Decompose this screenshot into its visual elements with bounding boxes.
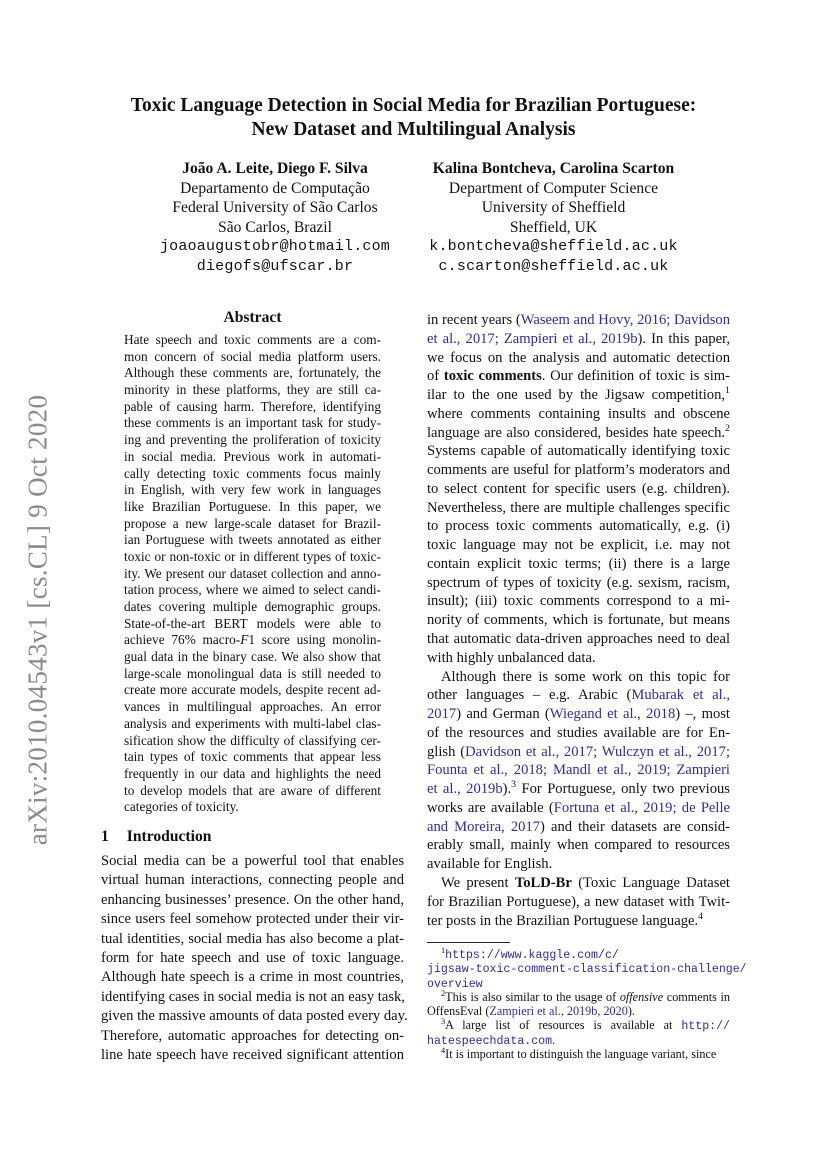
citation-link[interactable]: Wiegand et al., 2018: [549, 706, 676, 723]
footnote-rule: [427, 942, 510, 943]
text-line: [124, 432, 381, 449]
text-span: virtual human interactions, connecting people and: [101, 872, 404, 889]
footnote-marker[interactable]: 2: [725, 422, 730, 434]
italic-text: offensive: [619, 989, 664, 1004]
text-line: [427, 961, 747, 977]
bold-term: toxic comments: [443, 368, 542, 385]
author-block-1: [140, 159, 410, 277]
text-line: [427, 442, 730, 461]
text-span: Therefore, automatic approaches for detecting on-: [101, 1027, 404, 1044]
text-line: [427, 912, 730, 931]
text-span: propose a new large-scale dataset for Brazil-: [124, 515, 381, 531]
text-span: minority in these platforms, they are still ca-: [124, 382, 381, 398]
footnote-marker[interactable]: 1: [441, 945, 446, 955]
text-line: [101, 949, 404, 968]
footnote-marker[interactable]: 4: [698, 910, 704, 922]
text-span: nority of comments, which is fortunate, but means: [427, 612, 730, 629]
url-link[interactable]: http://: [681, 1020, 730, 1034]
text-line: [427, 990, 730, 1004]
text-span: ). In this paper,: [637, 330, 731, 347]
title-line: New Dataset and Multilingual Analysis: [251, 119, 576, 140]
text-span: categories of toxicity.: [124, 799, 239, 815]
text-line: [124, 449, 381, 466]
text-span: cally detecting toxic comments focus mainly: [124, 465, 381, 481]
author-block-2: [412, 159, 695, 277]
text-span: Hate speech and toxic comments are a com-: [124, 332, 381, 347]
affiliation: São Carlos, Brazil: [218, 218, 332, 236]
title-line: Toxic Language Detection in Social Media for Brazilian Portuguese:: [130, 95, 697, 116]
url-link[interactable]: https://www.kaggle.com/c/: [445, 949, 619, 962]
text-span: mon concern of social media platform users.: [124, 348, 381, 364]
text-line: [427, 630, 730, 649]
citation-link[interactable]: Fortuna et al., 2019; de Pelle: [553, 799, 730, 816]
footnote-marker[interactable]: 3: [511, 779, 517, 791]
text-span: of: [427, 368, 444, 385]
text-span: .: [552, 1032, 556, 1047]
section-number: 1: [101, 828, 109, 845]
text-span: comments are useful for platform’s moderators and: [427, 462, 730, 479]
text-span: A large list of resources is available at: [445, 1018, 682, 1033]
citation-link[interactable]: Davidson et al., 2017; Wulczyn et al., 2017;: [465, 743, 730, 760]
citation-link[interactable]: et al., 2017; Zampieri et al., 2019b: [427, 330, 638, 347]
text-span: since users feel somehow protected under their vir-: [101, 911, 404, 928]
text-span: works are available (: [427, 799, 554, 816]
text-span: dates covering multiple demographic groups.: [124, 599, 381, 614]
text-span: 1 score using monolin-: [248, 632, 381, 648]
text-span: in recent years (: [427, 312, 521, 328]
affiliation: University of Sheffield: [481, 199, 626, 217]
introduction-body: [101, 852, 408, 1065]
text-line: [427, 649, 730, 668]
text-span: available for English.: [427, 856, 553, 873]
text-span: glish (: [427, 743, 466, 760]
text-line: [124, 365, 381, 382]
citation-link[interactable]: Waseem and Hovy, 2016; Davidson: [520, 312, 730, 328]
text-line: [427, 705, 730, 724]
text-line: [427, 1033, 730, 1047]
text-line: [427, 330, 730, 349]
text-span: in English, with very few work in languages: [124, 482, 381, 498]
text-line: [124, 466, 381, 483]
text-line: [124, 649, 381, 666]
text-line: [427, 743, 730, 762]
text-span: gual data in the binary case. We also show that: [124, 649, 381, 665]
text-span: insult); (iii) toxic comments correspond to a mi-: [427, 593, 730, 610]
text-line: [124, 482, 381, 499]
text-line: [427, 1004, 730, 1018]
text-span: ilar to the one used by the Jigsaw competition,: [427, 387, 726, 404]
text-line: [427, 1018, 730, 1032]
text-span: form for hate speech and use of toxic language.: [101, 949, 404, 966]
text-line: [101, 1046, 404, 1065]
text-span: toxic language may not be explicit, i.e. may not: [427, 537, 730, 554]
text-line: [124, 716, 381, 733]
footnote-marker[interactable]: 1: [725, 385, 730, 397]
text-line: [124, 783, 381, 800]
text-span: enhancing businesses’ presence. On the other hand,: [101, 891, 404, 908]
text-line: [124, 666, 381, 683]
text-span: vances in multilingual approaches. An error: [124, 699, 381, 715]
text-line: [124, 566, 381, 583]
text-span: tain types of toxic comments that appear less: [124, 749, 381, 765]
text-line: [124, 632, 381, 649]
arxiv-stamp: arXiv:2010.04543v1 [cs.CL] 9 Oct 2020: [22, 394, 53, 846]
url-link[interactable]: overview: [427, 977, 483, 991]
text-span: Although these comments are, fortunately, the: [124, 365, 381, 381]
text-line: [427, 686, 730, 705]
text-line: [124, 382, 381, 399]
text-span: of the resources and studies available are for En-: [427, 724, 730, 741]
abstract-body: [124, 332, 381, 816]
text-span: analysis and experiments with multi-label clas-: [124, 715, 381, 731]
footnotes: [427, 945, 747, 1062]
author-email: k.bontcheva@sheffield.ac.uk: [429, 238, 678, 256]
text-line: [101, 1007, 408, 1026]
text-span: other languages – e.g. Arabic (: [427, 687, 632, 704]
text-line: [427, 592, 730, 611]
text-line: [427, 405, 730, 424]
text-span: where comments containing insults and obscene: [427, 405, 730, 422]
text-line: [124, 399, 381, 416]
text-line: [124, 599, 381, 616]
text-line: [427, 818, 730, 837]
citation-link[interactable]: Founta et al., 2018; Mandl et al., 2019; Zampieri: [427, 762, 730, 779]
text-line: [101, 891, 404, 910]
text-span: Nevertheless, there are multiple challenges specific: [427, 499, 730, 516]
text-span: Systems capable of automatically identifying toxic: [427, 443, 730, 460]
text-line: [427, 386, 730, 405]
text-span: (Toxic Language Dataset: [571, 874, 730, 891]
abstract-heading: Abstract: [223, 309, 282, 326]
text-span: sification show the difficulty of classifying cer-: [124, 732, 381, 748]
author-email: joaoaugustobr@hotmail.com: [159, 238, 391, 256]
text-line: [427, 724, 730, 743]
text-span: achieve 76% macro-: [124, 632, 241, 648]
text-span: toxic or non-toxic or in different types of toxic-: [124, 548, 381, 564]
text-line: [427, 349, 730, 368]
text-line: [427, 424, 730, 443]
text-line: [427, 668, 730, 687]
text-line: [101, 910, 404, 929]
text-line: [124, 699, 381, 716]
author-names: João A. Leite, Diego F. Silva: [182, 160, 368, 177]
text-span: in social media. Previous work in automati-: [124, 448, 381, 464]
affiliation: Department of Computer Science: [448, 179, 659, 197]
text-line: [427, 517, 730, 536]
text-span: contain explicit toxic terms; (ii) there is a large: [427, 555, 730, 572]
text-span: like Brazilian Portuguese. In this paper, we: [124, 498, 381, 514]
url-link[interactable]: jigsaw-toxic-comment-classification-challenge/: [427, 963, 747, 977]
text-span: to select content for specific users (e.g. children).: [427, 480, 730, 497]
text-line: [101, 852, 404, 871]
text-span: ) and German (: [456, 706, 550, 723]
text-line: [101, 968, 404, 987]
text-span: ) –, most: [675, 706, 730, 723]
text-span: large-scale monolingual data is still needed to: [124, 665, 381, 681]
text-span: to process toxic comments automatically, e.g. (i): [427, 518, 730, 535]
text-line: [101, 930, 404, 949]
text-span: State-of-the-art BERT models were able to: [124, 615, 381, 631]
footnote-marker[interactable]: 3: [441, 1017, 446, 1027]
text-span: ing and preventing the proliferation of toxicity: [124, 432, 381, 448]
text-span: for Brazilian Portuguese), a new dataset with Twit-: [427, 893, 730, 910]
affiliation: Sheffield, UK: [509, 218, 598, 236]
author-email: diegofs@ufscar.br: [196, 257, 354, 275]
text-span: language are also considered, besides hate speech.: [427, 424, 726, 441]
text-line: [124, 532, 381, 549]
text-line: [427, 1047, 730, 1061]
text-line: [427, 461, 730, 480]
text-span: these comments is an important task for study-: [124, 415, 381, 431]
text-line: [124, 349, 381, 366]
text-line: [427, 874, 730, 893]
text-line: [124, 682, 381, 699]
text-span: line hate speech have received significant attention: [101, 1046, 404, 1063]
text-line: [427, 947, 730, 961]
section-heading-introduction: [101, 828, 211, 846]
author-names: Kalina Bontcheva, Carolina Scarton: [432, 160, 675, 177]
text-line: [124, 733, 381, 750]
text-span: ter posts in the Brazilian Portuguese language.: [427, 912, 699, 929]
text-span: Although there is some work on this topic for: [441, 668, 730, 685]
text-span: For Portuguese, only two previous: [516, 781, 730, 798]
citation-link[interactable]: et al., 2019b: [427, 781, 503, 798]
text-line: [124, 616, 381, 633]
text-line: [427, 480, 730, 499]
text-span: that automatic data-driven approaches need to deal: [427, 631, 730, 648]
text-span: ) and their datasets are consid-: [540, 818, 731, 835]
text-span: ity. We present our dataset collection and anno-: [124, 565, 381, 581]
paper-title: [0, 94, 827, 142]
text-span: identifying cases in social media is not an easy task,: [101, 988, 405, 1005]
citation-link[interactable]: Zampieri et al., 2019b, 2020: [489, 1004, 628, 1019]
text-span: to develop models that are aware of different: [124, 782, 381, 798]
text-span: It is important to distinguish the language variant, since: [445, 1047, 717, 1062]
text-line: [427, 761, 730, 780]
text-line: [427, 836, 730, 855]
citation-link[interactable]: 2017: [427, 706, 457, 723]
text-line: [427, 574, 730, 593]
text-line: [427, 976, 730, 990]
italic-text: F: [240, 632, 249, 648]
text-span: spectrum of types of toxicity (e.g. sexism, racism,: [427, 574, 730, 591]
text-span: tation process, where we aimed to select candi-: [124, 582, 381, 598]
text-span: OffensEval (: [427, 1004, 490, 1019]
text-span: tual identities, social media has also become a plat-: [101, 930, 404, 947]
text-span: Social media can be a powerful tool that enables: [101, 853, 404, 869]
text-span: ).: [627, 1004, 635, 1019]
text-line: [124, 749, 381, 766]
bold-term: ToLD-Br: [514, 874, 572, 891]
text-span: with highly unbalanced data.: [427, 649, 596, 666]
footnote-marker[interactable]: 2: [441, 988, 446, 998]
text-span: . Our definition of toxic is sim-: [541, 368, 731, 385]
author-email: c.scarton@sheffield.ac.uk: [438, 257, 669, 275]
text-line: [101, 1027, 404, 1046]
text-span: Although hate speech is a crime in most countries,: [101, 969, 404, 986]
text-line: [124, 332, 381, 349]
text-span: pable of causing harm. Therefore, identifying: [124, 398, 381, 414]
text-line: [124, 499, 381, 516]
text-line: [427, 799, 730, 818]
text-line: [427, 367, 730, 386]
text-span: ).: [502, 781, 512, 798]
text-span: ian Portuguese with tweets annotated as either: [124, 532, 381, 548]
text-line: [427, 611, 730, 630]
text-line: [124, 799, 381, 816]
text-span: This is also similar to the usage of: [445, 989, 620, 1004]
text-span: comments in: [663, 989, 730, 1004]
text-span: frequently in our data and highlights the need: [124, 765, 381, 781]
text-line: [124, 415, 381, 432]
text-line: [124, 549, 381, 566]
text-line: [427, 893, 730, 912]
affiliation: Departamento de Computação: [180, 179, 370, 197]
text-line: [124, 766, 381, 783]
text-line: [101, 871, 404, 890]
text-line: [427, 555, 730, 574]
text-line: [101, 988, 404, 1007]
text-span: create more accurate models, despite recent ad-: [124, 682, 381, 698]
text-line: [124, 582, 381, 599]
text-span: erably small, mainly when compared to resources: [427, 837, 730, 854]
citation-link[interactable]: and Moreira, 2017: [427, 818, 541, 835]
text-line: [427, 499, 730, 518]
right-column-body: [427, 311, 730, 930]
citation-link[interactable]: Mubarak et al.,: [631, 687, 730, 704]
text-line: [427, 855, 730, 874]
text-span: we focus on the analysis and automatic detection: [427, 349, 730, 366]
text-span: We present: [441, 874, 515, 891]
footnote-marker[interactable]: 4: [441, 1046, 446, 1056]
url-link[interactable]: hatespeechdata.com: [427, 1034, 553, 1048]
text-line: [427, 780, 730, 799]
text-span: given the massive amounts of data posted every day.: [101, 1008, 408, 1025]
section-title: Introduction: [126, 828, 212, 845]
text-line: [427, 536, 730, 555]
affiliation: Federal University of São Carlos: [172, 199, 378, 217]
text-line: [124, 516, 381, 533]
text-line: [427, 311, 730, 330]
